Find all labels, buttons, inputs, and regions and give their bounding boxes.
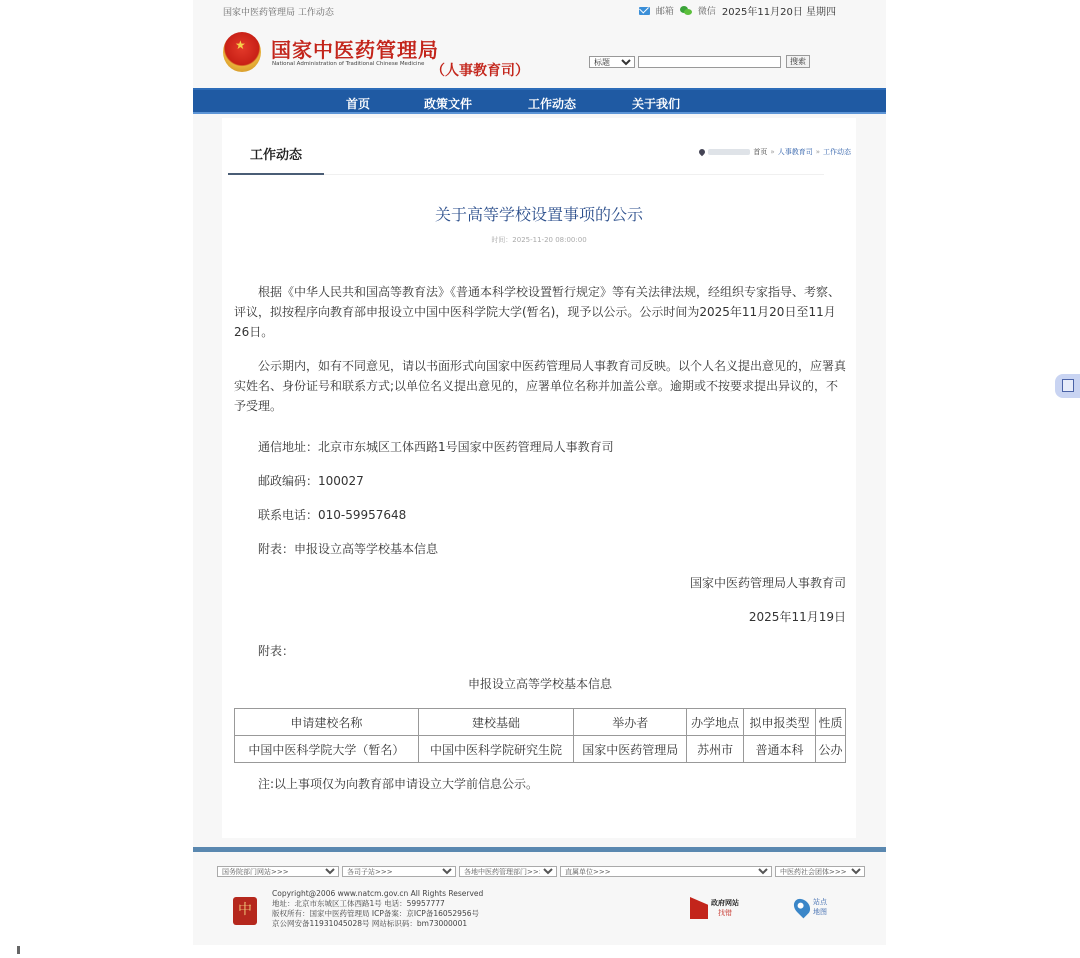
footer-divider (193, 847, 886, 852)
attachment-reference: 附表：申报设立高等学校基本信息 (258, 542, 439, 556)
main-nav (193, 88, 886, 114)
footer-address: 地址：北京市东城区工体西路1号 电话：59957777 (272, 899, 445, 908)
table-title: 申报设立高等学校基本信息 (467, 677, 612, 691)
mouse-cursor-icon (17, 946, 20, 954)
table-header-cell: 性质 (815, 709, 845, 736)
mail-link[interactable]: 邮箱 (655, 7, 674, 17)
footer-link-selects (217, 866, 865, 877)
search-input[interactable] (638, 56, 781, 68)
footer-logo-icon: 中 (233, 897, 257, 925)
breadcrumb-current[interactable]: 工作动态 (823, 148, 851, 156)
footer-info (272, 889, 483, 929)
table-cell: 公办 (815, 736, 845, 763)
top-bar-right (639, 3, 836, 18)
article-note: 注:以上事项仅为向教育部申请设立大学前信息公示。 (258, 777, 539, 791)
nav-item-home[interactable]: 首页 (346, 97, 371, 111)
table-cell: 普通本科 (744, 736, 816, 763)
site-crumbs: 国家中医药管理局 工作动态 (223, 8, 334, 18)
footer-select-state-council[interactable] (217, 866, 339, 877)
school-info-table (234, 708, 846, 763)
attachment-label: 附表： (258, 644, 295, 658)
gov-badge-line1: 政府网站 (711, 899, 739, 907)
logo-subtitle: National Administration of Traditional Chinese Medicine (272, 61, 425, 67)
table-header-cell: 办学地点 (687, 709, 744, 736)
footer-select-local-admins[interactable] (459, 866, 557, 877)
search-bar (589, 55, 810, 68)
nav-item-about[interactable]: 关于我们 (632, 97, 681, 111)
footer-select-societies[interactable] (775, 866, 865, 877)
table-header-cell: 拟申报类型 (744, 709, 816, 736)
search-scope-select[interactable] (589, 56, 635, 68)
signature-org: 国家中医药管理局人事教育司 (689, 576, 846, 590)
signature-date: 2025年11月19日 (748, 610, 846, 624)
section-divider (324, 174, 824, 175)
table-header-cell: 建校基础 (418, 709, 574, 736)
map-badge-line1: 站点 (813, 898, 827, 906)
header (193, 22, 886, 88)
table-row (235, 736, 846, 763)
wechat-link[interactable]: 微信 (697, 7, 716, 17)
article-paragraph: 公示期内，如有不同意见，请以书面形式向国家中医药管理局人事教育司反映。以个人名义提出意见的，应署真实姓名、身份证号和联系方式;以单位名义提出意见的，应署单位名称并加盖公章。逾期或不按要求提出异议的，不予受理。 (234, 359, 847, 413)
footer-icp: 版权所有：国家中医药管理局 ICP备案：京ICP备16052956号 (272, 909, 479, 918)
search-button[interactable]: 搜索 (786, 55, 810, 68)
location-pin-icon (698, 148, 706, 156)
breadcrumb-prefix (708, 149, 750, 155)
contact-postcode: 邮政编码：100027 (258, 474, 364, 488)
table-header-row (235, 709, 846, 736)
breadcrumb-separator: » (815, 148, 820, 156)
breadcrumb-home[interactable]: 首页 (753, 148, 768, 156)
breadcrumb-separator: » (770, 148, 775, 156)
footer-select-subsites[interactable] (342, 866, 456, 877)
article-title: 关于高等学校设置事项的公示 (434, 205, 643, 224)
top-bar (193, 0, 886, 22)
nav-item-policy[interactable]: 政策文件 (424, 97, 473, 111)
department-name: （人事教育司） (431, 63, 529, 79)
breadcrumb-dept[interactable]: 人事教育司 (777, 148, 813, 156)
map-badge-line2: 地图 (813, 908, 827, 916)
article-paragraph: 根据《中华人民共和国高等教育法》《普通本科学校设置暂行规定》等有关法律法规，经组织专家指导、考察、评议，拟按程序向教育部申报设立中国中医科学院大学(暂名)，现予以公示。公示时间为2025年11月20日至11月26日。 (234, 285, 841, 339)
table-cell: 国家中医药管理局 (574, 736, 687, 763)
footer-select-affiliates[interactable] (560, 866, 772, 877)
section-tab-title[interactable]: 工作动态 (250, 148, 303, 163)
wechat-icon[interactable] (680, 6, 692, 15)
breadcrumb (699, 147, 851, 157)
table-header-cell: 举办者 (574, 709, 687, 736)
national-emblem-icon (223, 32, 261, 72)
footer-copyright: Copyright@2006 www.natcm.gov.cn All Rights Reserved (272, 889, 484, 898)
table-cell: 中国中医科学院大学（暂名） (235, 736, 419, 763)
page-container (193, 0, 886, 945)
translate-icon (1062, 379, 1074, 392)
gov-error-report-link[interactable] (690, 897, 739, 919)
current-date: 2025年11月20日 星期四 (721, 7, 836, 18)
footer-security: 京公网安备11931045028号 网站标识码：bm73000001 (272, 919, 468, 928)
table-header-cell: 申请建校名称 (235, 709, 419, 736)
article-time: 时间：2025-11-20 08:00:00 (491, 236, 587, 244)
mail-icon[interactable] (639, 7, 650, 15)
table-cell: 中国中医科学院研究生院 (418, 736, 574, 763)
logo-title[interactable]: 国家中医药管理局 (271, 38, 439, 62)
gov-badge-line2: 找错 (718, 909, 732, 917)
map-pin-icon (791, 896, 814, 919)
nav-item-work-news[interactable]: 工作动态 (528, 97, 577, 111)
table-cell: 苏州市 (687, 736, 744, 763)
side-float-button[interactable] (1055, 374, 1080, 398)
site-map-link[interactable] (795, 897, 827, 917)
content-panel (222, 118, 856, 838)
contact-address: 通信地址：北京市东城区工体西路1号国家中医药管理局人事教育司 (258, 440, 614, 454)
section-tab-underline (228, 173, 324, 175)
contact-phone: 联系电话：010-59957648 (258, 508, 407, 522)
magnifier-error-icon (690, 897, 708, 919)
